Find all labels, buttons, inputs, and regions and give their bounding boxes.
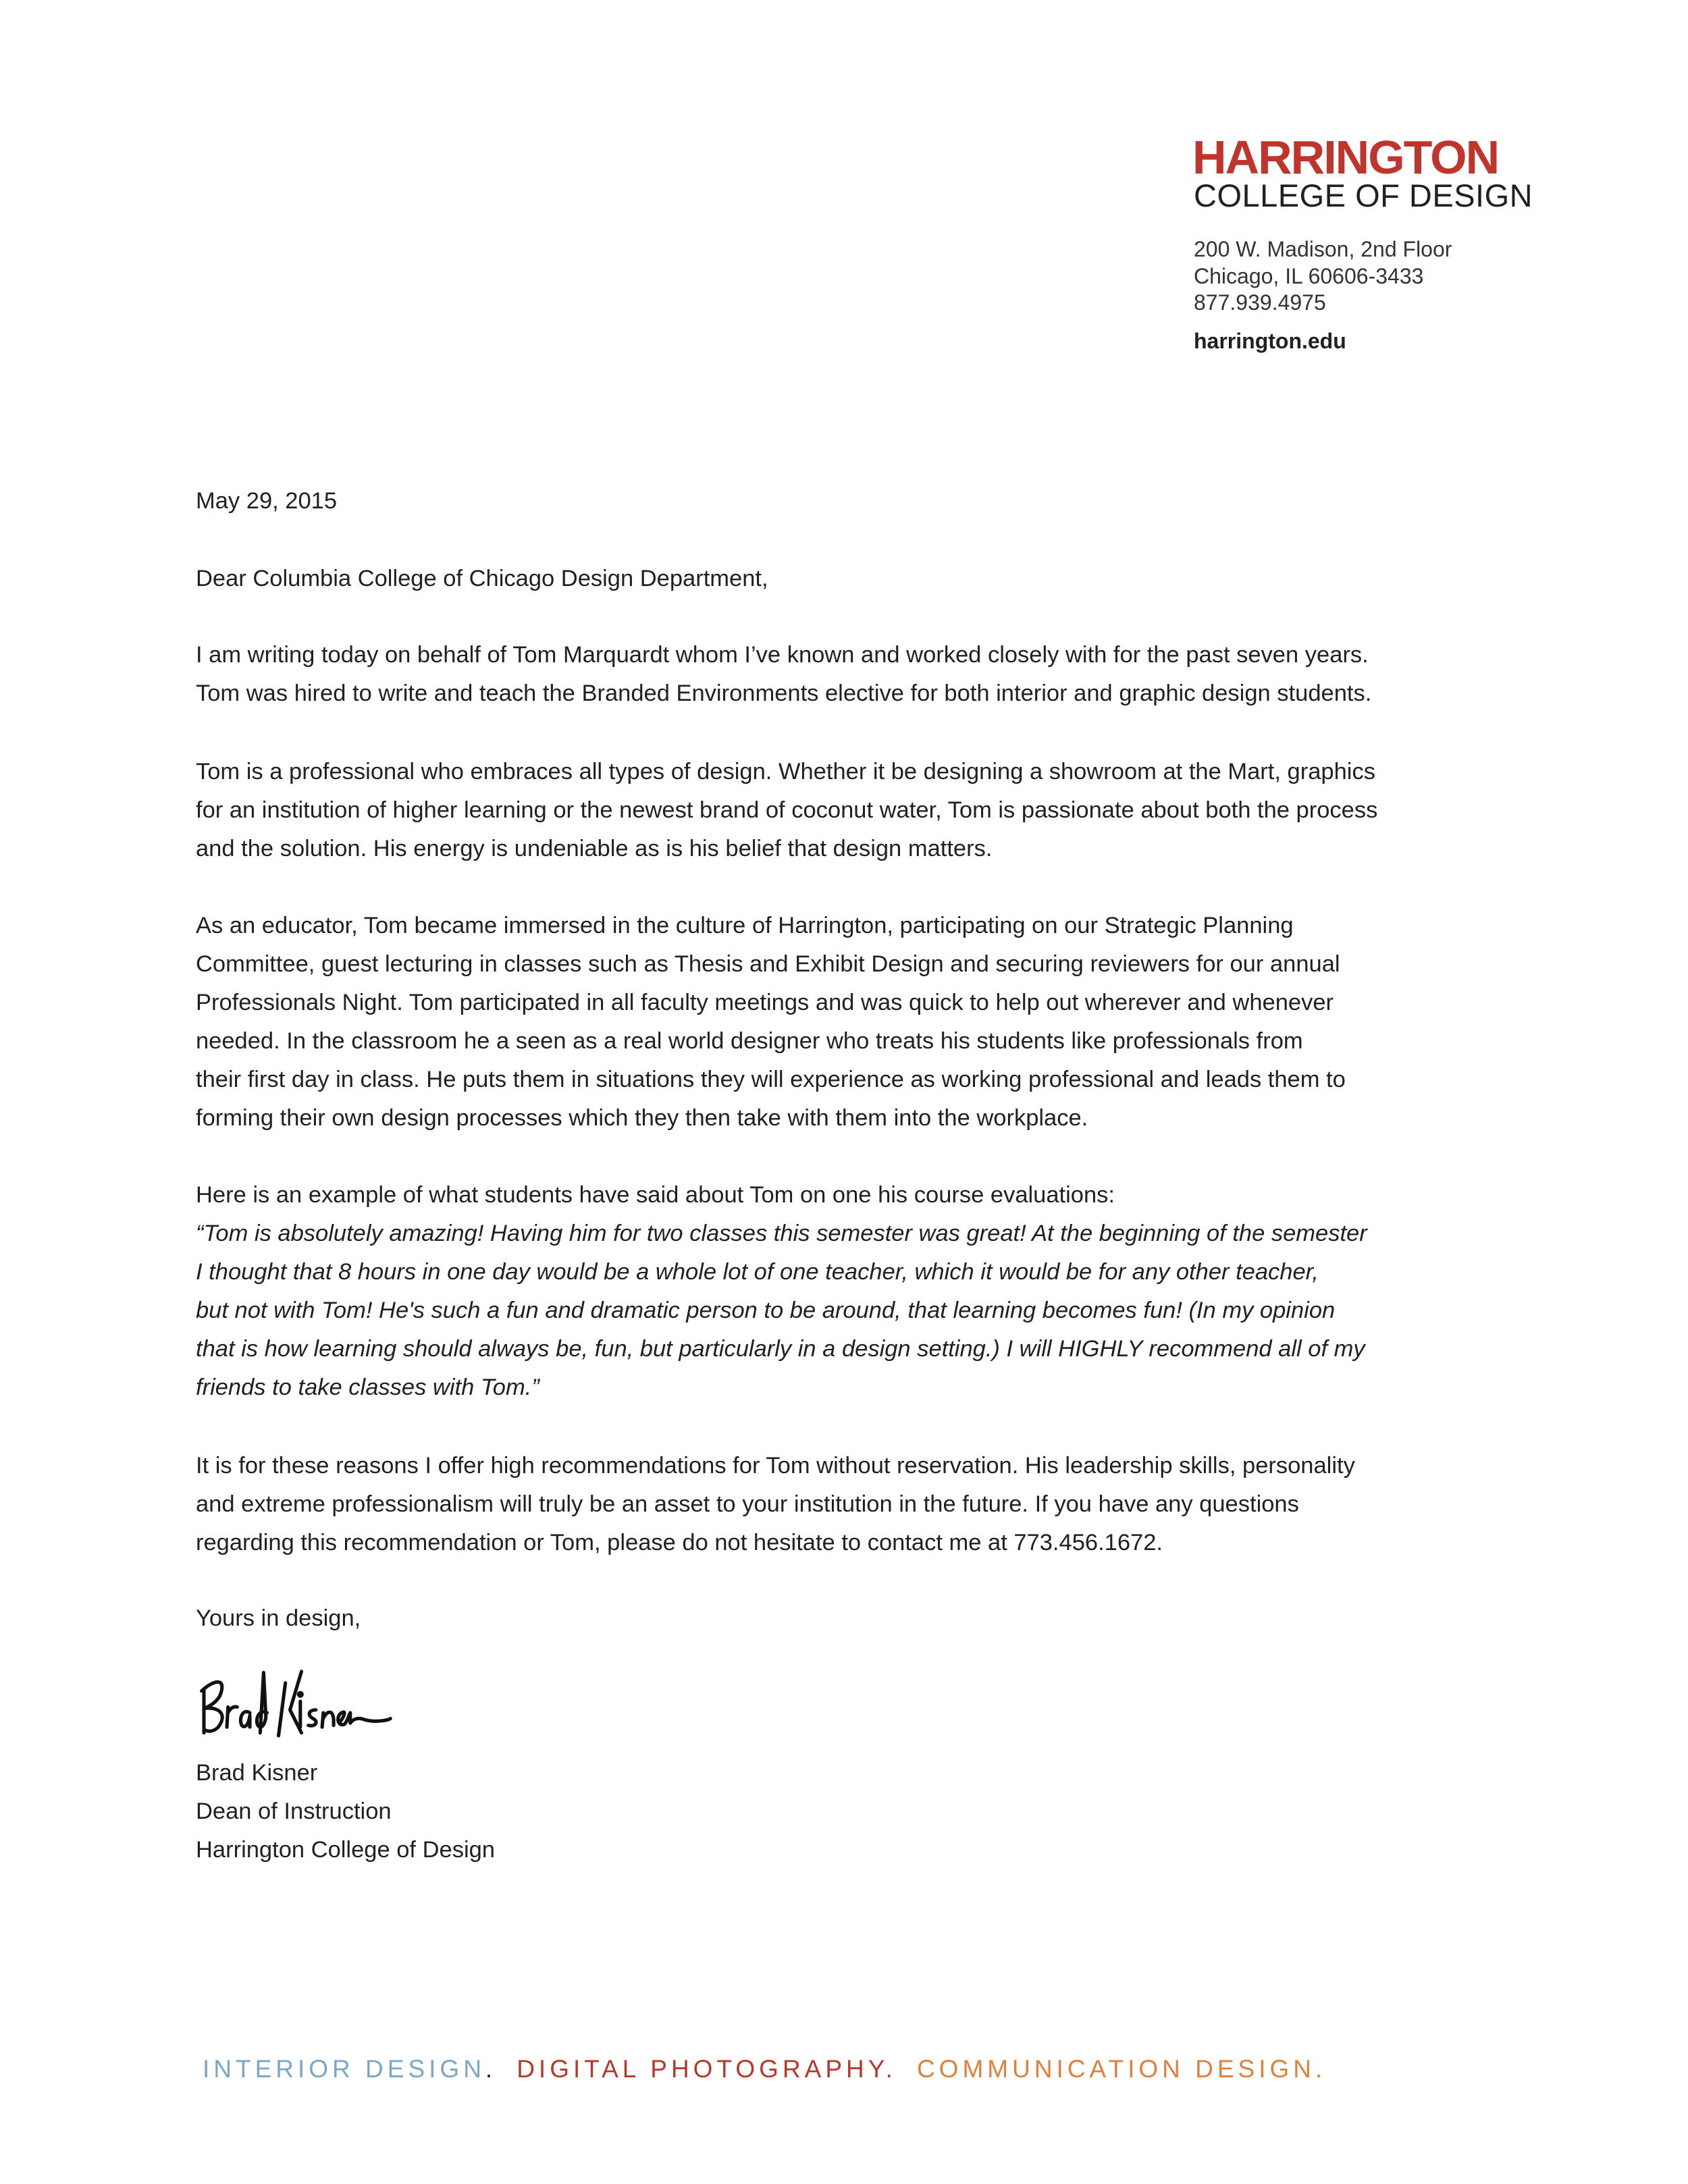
text-line: and extreme professionalism will truly be an asset to your institution in the future. If you have any questions: [196, 1491, 1299, 1517]
paragraph-3: [196, 907, 1346, 1138]
text-line: Professionals Night. Tom participated in all faculty meetings and was quick to help out wherever and whenever: [196, 990, 1334, 1015]
footer-communication-design: COMMUNICATION DESIGN.: [916, 2055, 1327, 2083]
text-line: As an educator, Tom became immersed in the culture of Harrington, participating on our Strategic Planning: [196, 913, 1294, 938]
footer-interior-design: INTERIOR DESIGN: [203, 2055, 485, 2083]
closing: Yours in design,: [196, 1605, 361, 1631]
text-line: Tom is a professional who embraces all types of design. Whether it be designing a showroom at the Mart, graphics: [196, 759, 1375, 784]
logo-harrington: HARRINGTON: [1192, 131, 1499, 184]
quote-line: “Tom is absolutely amazing! Having him for two classes this semester was great! At the beginning of the semester: [196, 1221, 1367, 1246]
text-line: regarding this recommendation or Tom, please do not hesitate to contact me at 773.456.1672.: [196, 1530, 1163, 1555]
text-line: Tom was hired to write and teach the Branded Environments elective for both interior and graphic design students.: [196, 681, 1372, 706]
phone: 877.939.4975: [1194, 290, 1326, 315]
signature-image: [192, 1651, 422, 1752]
quote-line: that is how learning should always be, fun, but particularly in a design setting.) I will HIGHLY recommend all of my: [196, 1336, 1365, 1362]
paragraph-2: [196, 753, 1377, 868]
letter-date: May 29, 2015: [196, 488, 338, 514]
quote-line: but not with Tom! He's such a fun and dramatic person to be around, that learning becomes fun! (In my opinion: [196, 1298, 1336, 1323]
footer-programs: [203, 2054, 1326, 2084]
paragraph-1: [196, 636, 1371, 713]
address-line: Chicago, IL 60606-3433: [1194, 263, 1424, 288]
quote-line: I thought that 8 hours in one day would be a whole lot of one teacher, which it would be for any other teacher,: [196, 1259, 1319, 1285]
paragraph-4: [196, 1176, 1367, 1407]
text-line: Committee, guest lecturing in classes such as Thesis and Exhibit Design and securing reviewers for our annual: [196, 951, 1340, 977]
text-line: forming their own design processes which they then take with them into the workplace.: [196, 1105, 1088, 1131]
signer-name: Brad Kisner: [196, 1760, 318, 1786]
logo-college-of-design: COLLEGE OF DESIGN: [1194, 178, 1533, 213]
text-line: for an institution of higher learning or the newest brand of coconut water, Tom is passionate about both the process: [196, 797, 1378, 823]
text-line: I am writing today on behalf of Tom Marquardt whom I’ve known and worked closely with for the past seven years.: [196, 642, 1369, 668]
signer-block: [196, 1754, 495, 1869]
quote-line: friends to take classes with Tom.”: [196, 1375, 539, 1400]
signer-title: Dean of Instruction: [196, 1799, 392, 1824]
text-line: their first day in class. He puts them in situations they will experience as working professional and leads them to: [196, 1067, 1346, 1092]
text-line: Here is an example of what students have said about Tom on one his course evaluations:: [196, 1182, 1115, 1208]
address-block: [1194, 236, 1452, 317]
signer-organization: Harrington College of Design: [196, 1837, 495, 1863]
salutation: Dear Columbia College of Chicago Design Department,: [196, 566, 768, 591]
text-line: and the solution. His energy is undeniable as is his belief that design matters.: [196, 836, 993, 861]
paragraph-5: [196, 1447, 1355, 1562]
footer-digital-photography: DIGITAL PHOTOGRAPHY.: [517, 2055, 897, 2083]
website-link[interactable]: harrington.edu: [1194, 329, 1346, 353]
address-line: 200 W. Madison, 2nd Floor: [1194, 237, 1452, 261]
text-line: It is for these reasons I offer high recommendations for Tom without reservation. His leadership skills, personality: [196, 1453, 1355, 1479]
text-line: needed. In the classroom he a seen as a real world designer who treats his students like professionals from: [196, 1028, 1303, 1054]
footer-separator: .: [485, 2055, 497, 2083]
